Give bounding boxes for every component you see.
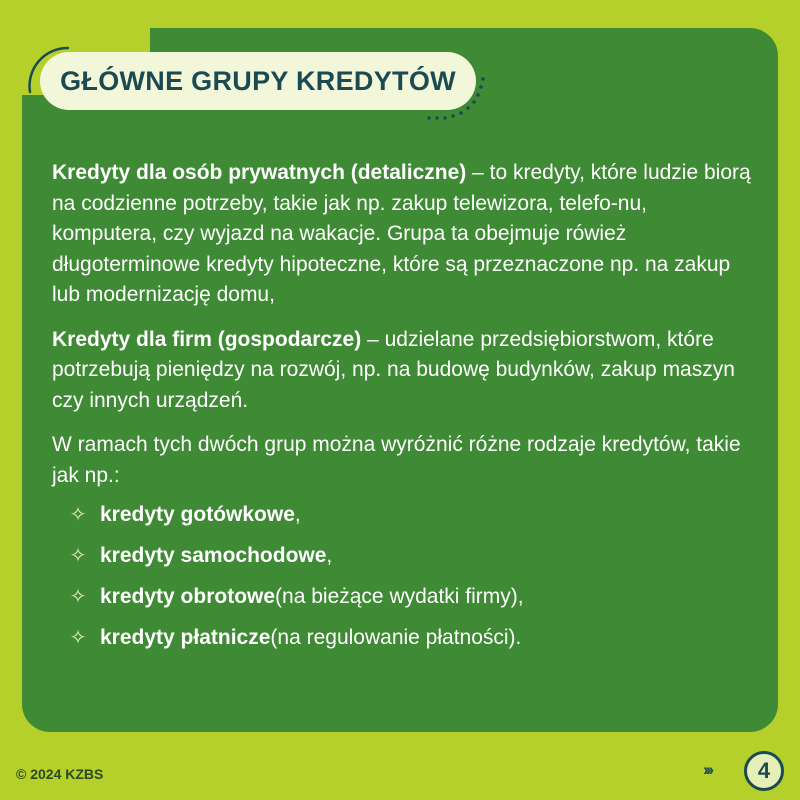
page-number-badge: 4 (744, 751, 784, 791)
list-item-rest: (na regulowanie płatności). (270, 626, 522, 650)
list-item-bold: kredyty obrotowe (100, 585, 276, 609)
list-item (52, 536, 752, 577)
list-item-rest: , (294, 503, 301, 527)
list-item-rest: (na bieżące wydatki firmy), (275, 585, 524, 609)
triple-chevron-right-icon[interactable]: ››› (703, 760, 711, 779)
list-item (52, 495, 752, 536)
sparkle-icon: ✧ (69, 627, 87, 650)
list-item-bold: kredyty gotówkowe (100, 503, 295, 527)
loan-type-list (52, 495, 752, 659)
copyright-text: © 2024 KZBS (16, 766, 104, 782)
sparkle-icon: ✧ (69, 586, 87, 609)
section-lead: Kredyty dla osób prywatnych (detaliczne) (52, 161, 467, 184)
list-item (52, 618, 752, 659)
list-item-rest: , (326, 544, 333, 568)
list-item-bold: kredyty samochodowe (100, 544, 327, 568)
section-business-loans (52, 325, 752, 417)
section-lead: Kredyty dla firm (gospodarcze) (52, 327, 362, 351)
sparkle-icon: ✧ (69, 504, 87, 527)
sparkle-icon: ✧ (69, 545, 87, 568)
section-text: – udzielane przedsiębiorstwom, które potrzebują pieniędzy na rozwój, np. na budowę budynków, zakup maszyn czy innych urządzeń. (52, 327, 735, 412)
main-content (52, 158, 752, 659)
section-text: – to kredyty, które ludzie biorą na codzienne potrzeby, takie jak np. zakup telewizora, telefo-nu, komputera, czy wyjazd na wakacje. Grupa ta obejmuje rówież długoterminowe kredyty hipoteczne, które są przeznaczone np. na zakup lub modernizację domu, (52, 161, 751, 306)
list-item (52, 577, 752, 618)
list-item-bold: kredyty płatnicze (100, 626, 271, 650)
section-private-loans (52, 158, 752, 311)
page-title: GŁÓWNE GRUPY KREDYTÓW (40, 52, 476, 110)
intro-text: W ramach tych dwóch grup można wyróżnić różne rodzaje kredytów, takie jak np.: (52, 433, 741, 487)
